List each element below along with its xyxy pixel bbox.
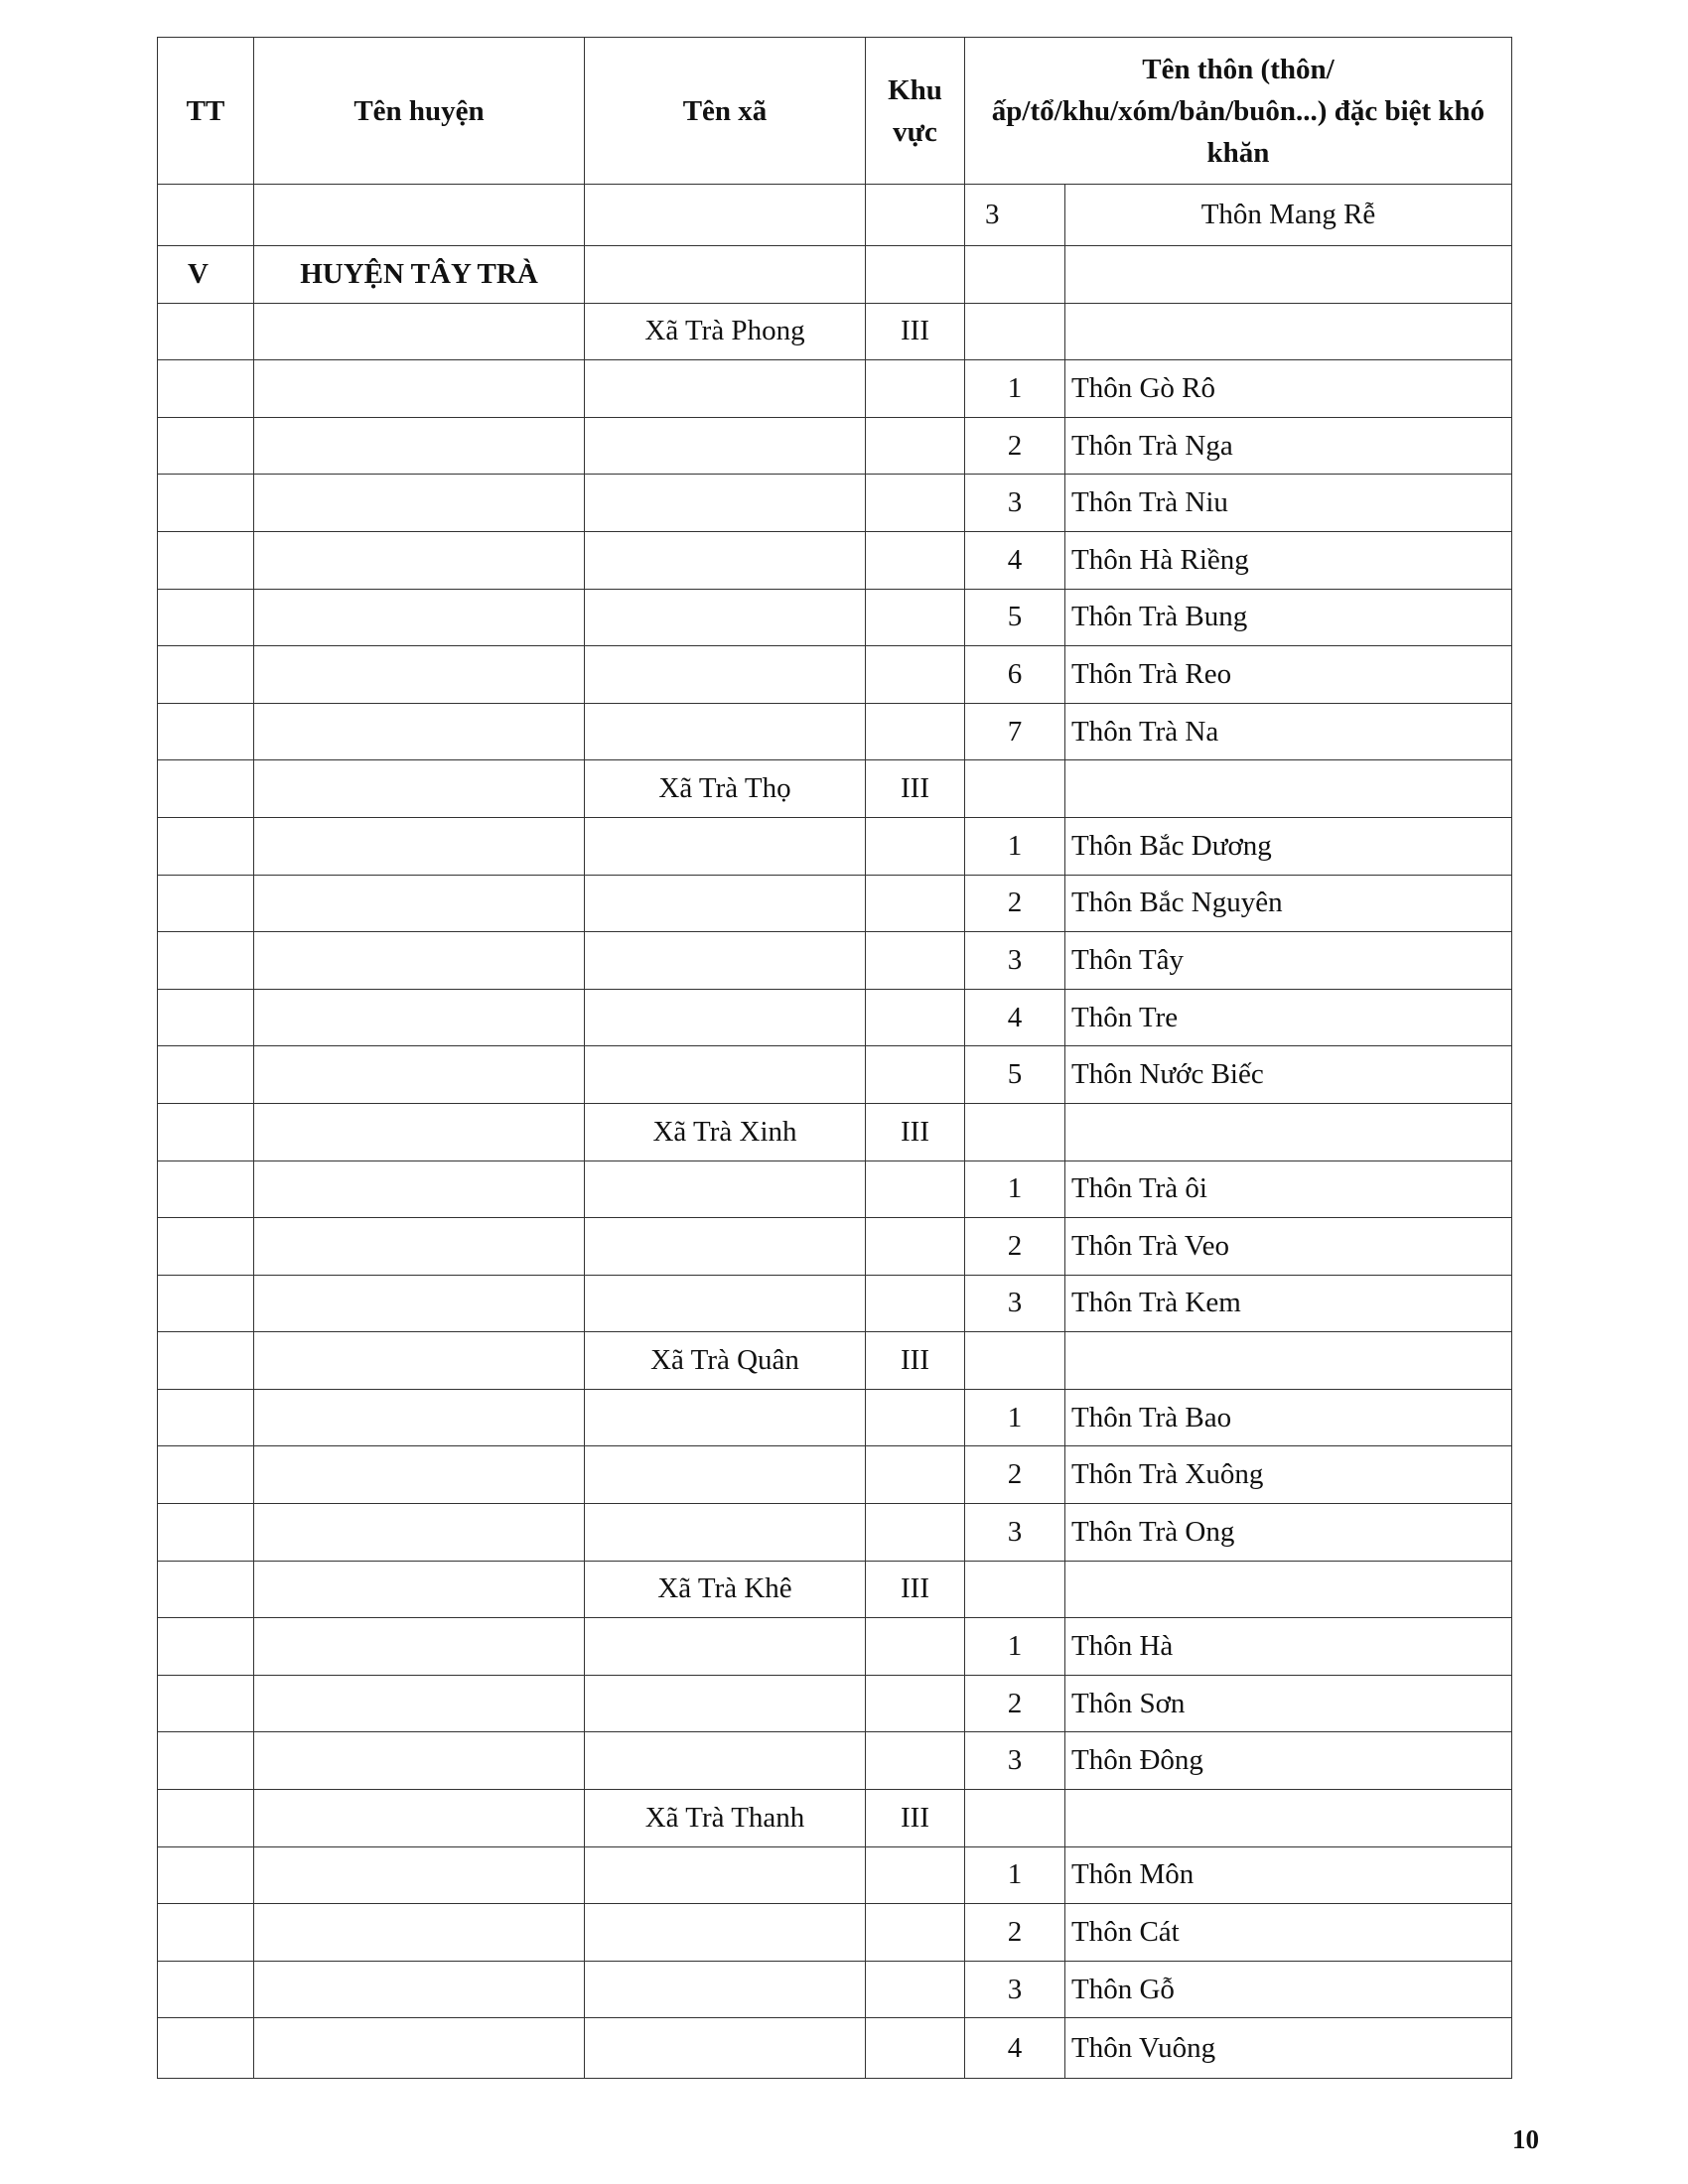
village-name: Thôn Trà Reo (1065, 646, 1512, 704)
village-name: Thôn Đông (1065, 1732, 1512, 1790)
table-row-village (158, 1504, 1512, 1562)
table-row-village (158, 1618, 1512, 1676)
district-number: V (158, 246, 254, 304)
village-name: Thôn Hà (1065, 1618, 1512, 1676)
village-number: 1 (965, 1846, 1065, 1904)
village-name: Thôn Trà Nga (1065, 417, 1512, 475)
village-number: 3 (965, 932, 1065, 990)
table-row-village (158, 589, 1512, 646)
table-row-village (158, 1904, 1512, 1962)
table-row-commune (158, 1103, 1512, 1160)
table-row-village (158, 1961, 1512, 2018)
village-number: 1 (965, 817, 1065, 875)
header-village: Tên thôn (thôn/ấp/tổ/khu/xóm/bản/buôn...) đặc biệt khó khăn (965, 38, 1512, 185)
table-row-village (158, 2018, 1512, 2079)
village-name: Thôn Mang Rễ (1065, 185, 1512, 246)
table-row-commune (158, 303, 1512, 360)
area-code: III (866, 1561, 965, 1618)
table-row-commune (158, 760, 1512, 818)
village-name: Thôn Trà Bao (1065, 1389, 1512, 1446)
district-name: HUYỆN TÂY TRÀ (254, 246, 585, 304)
village-number: 3 (965, 475, 1065, 532)
table-row-village (158, 1275, 1512, 1332)
area-code: III (866, 760, 965, 818)
village-name: Thôn Trà Xuông (1065, 1446, 1512, 1504)
village-name: Thôn Gỗ (1065, 1961, 1512, 2018)
table-row-village (158, 1218, 1512, 1276)
village-name: Thôn Nước Biếc (1065, 1046, 1512, 1104)
table-row-village (158, 932, 1512, 990)
village-name: Thôn Trà Na (1065, 703, 1512, 760)
village-name: Thôn Gò Rô (1065, 360, 1512, 418)
village-name: Thôn Môn (1065, 1846, 1512, 1904)
commune-name: Xã Trà Thanh (585, 1790, 866, 1847)
village-name: Thôn Trà ôi (1065, 1160, 1512, 1218)
village-name: Thôn Vuông (1065, 2018, 1512, 2079)
village-name: Thôn Tây (1065, 932, 1512, 990)
village-number: 2 (965, 1675, 1065, 1732)
table-row-commune (158, 1790, 1512, 1847)
village-number: 2 (965, 1218, 1065, 1276)
village-number: 3 (965, 1961, 1065, 2018)
village-number: 1 (965, 1389, 1065, 1446)
table-row-district (158, 246, 1512, 304)
table-row-village (158, 1446, 1512, 1504)
table-row-village (158, 1389, 1512, 1446)
commune-name: Xã Trà Xinh (585, 1103, 866, 1160)
village-number: 1 (965, 360, 1065, 418)
village-name: Thôn Trà Bung (1065, 589, 1512, 646)
village-number: 6 (965, 646, 1065, 704)
table-row-village (158, 1675, 1512, 1732)
village-number: 2 (965, 1904, 1065, 1962)
table-row-village (158, 646, 1512, 704)
village-number: 5 (965, 1046, 1065, 1104)
village-number: 4 (965, 531, 1065, 589)
village-number: 1 (965, 1160, 1065, 1218)
page-number: 10 (1512, 2124, 1539, 2154)
village-number: 2 (965, 875, 1065, 932)
village-number: 3 (965, 185, 1065, 246)
table-row-village (158, 875, 1512, 932)
village-number: 3 (965, 1504, 1065, 1562)
commune-name: Xã Trà Phong (585, 303, 866, 360)
commune-name: Xã Trà Khê (585, 1561, 866, 1618)
village-name: Thôn Sơn (1065, 1675, 1512, 1732)
village-number: 4 (965, 989, 1065, 1046)
village-name: Thôn Bắc Nguyên (1065, 875, 1512, 932)
header-district: Tên huyện (254, 38, 585, 185)
area-code: III (866, 1790, 965, 1847)
area-code: III (866, 303, 965, 360)
table-row-commune (158, 1561, 1512, 1618)
table-header-row (158, 38, 1512, 185)
village-number: 1 (965, 1618, 1065, 1676)
table-row-village (158, 989, 1512, 1046)
village-number: 7 (965, 703, 1065, 760)
village-number: 4 (965, 2018, 1065, 2079)
area-code: III (866, 1103, 965, 1160)
table-row-village (158, 1846, 1512, 1904)
table-row-carryover (158, 185, 1512, 246)
commune-name: Xã Trà Quân (585, 1332, 866, 1390)
table-row-village (158, 417, 1512, 475)
village-table (157, 37, 1512, 2079)
table-row-village (158, 531, 1512, 589)
village-name: Thôn Hà Riềng (1065, 531, 1512, 589)
table-row-village (158, 1160, 1512, 1218)
header-tt: TT (158, 38, 254, 185)
table-row-village (158, 703, 1512, 760)
table-body (158, 185, 1512, 2079)
table-row-village (158, 360, 1512, 418)
table-row-village (158, 475, 1512, 532)
village-name: Thôn Cát (1065, 1904, 1512, 1962)
table-row-village (158, 1046, 1512, 1104)
village-number: 5 (965, 589, 1065, 646)
table-row-commune (158, 1332, 1512, 1390)
village-number: 2 (965, 1446, 1065, 1504)
table-row-village (158, 817, 1512, 875)
village-name: Thôn Trà Ong (1065, 1504, 1512, 1562)
village-name: Thôn Tre (1065, 989, 1512, 1046)
header-area: Khu vực (866, 38, 965, 185)
village-name: Thôn Trà Kem (1065, 1275, 1512, 1332)
village-number: 2 (965, 417, 1065, 475)
village-name: Thôn Trà Niu (1065, 475, 1512, 532)
area-code: III (866, 1332, 965, 1390)
header-commune: Tên xã (585, 38, 866, 185)
table-row-village (158, 1732, 1512, 1790)
village-number: 3 (965, 1275, 1065, 1332)
village-name: Thôn Trà Veo (1065, 1218, 1512, 1276)
village-name: Thôn Bắc Dương (1065, 817, 1512, 875)
commune-name: Xã Trà Thọ (585, 760, 866, 818)
village-number: 3 (965, 1732, 1065, 1790)
